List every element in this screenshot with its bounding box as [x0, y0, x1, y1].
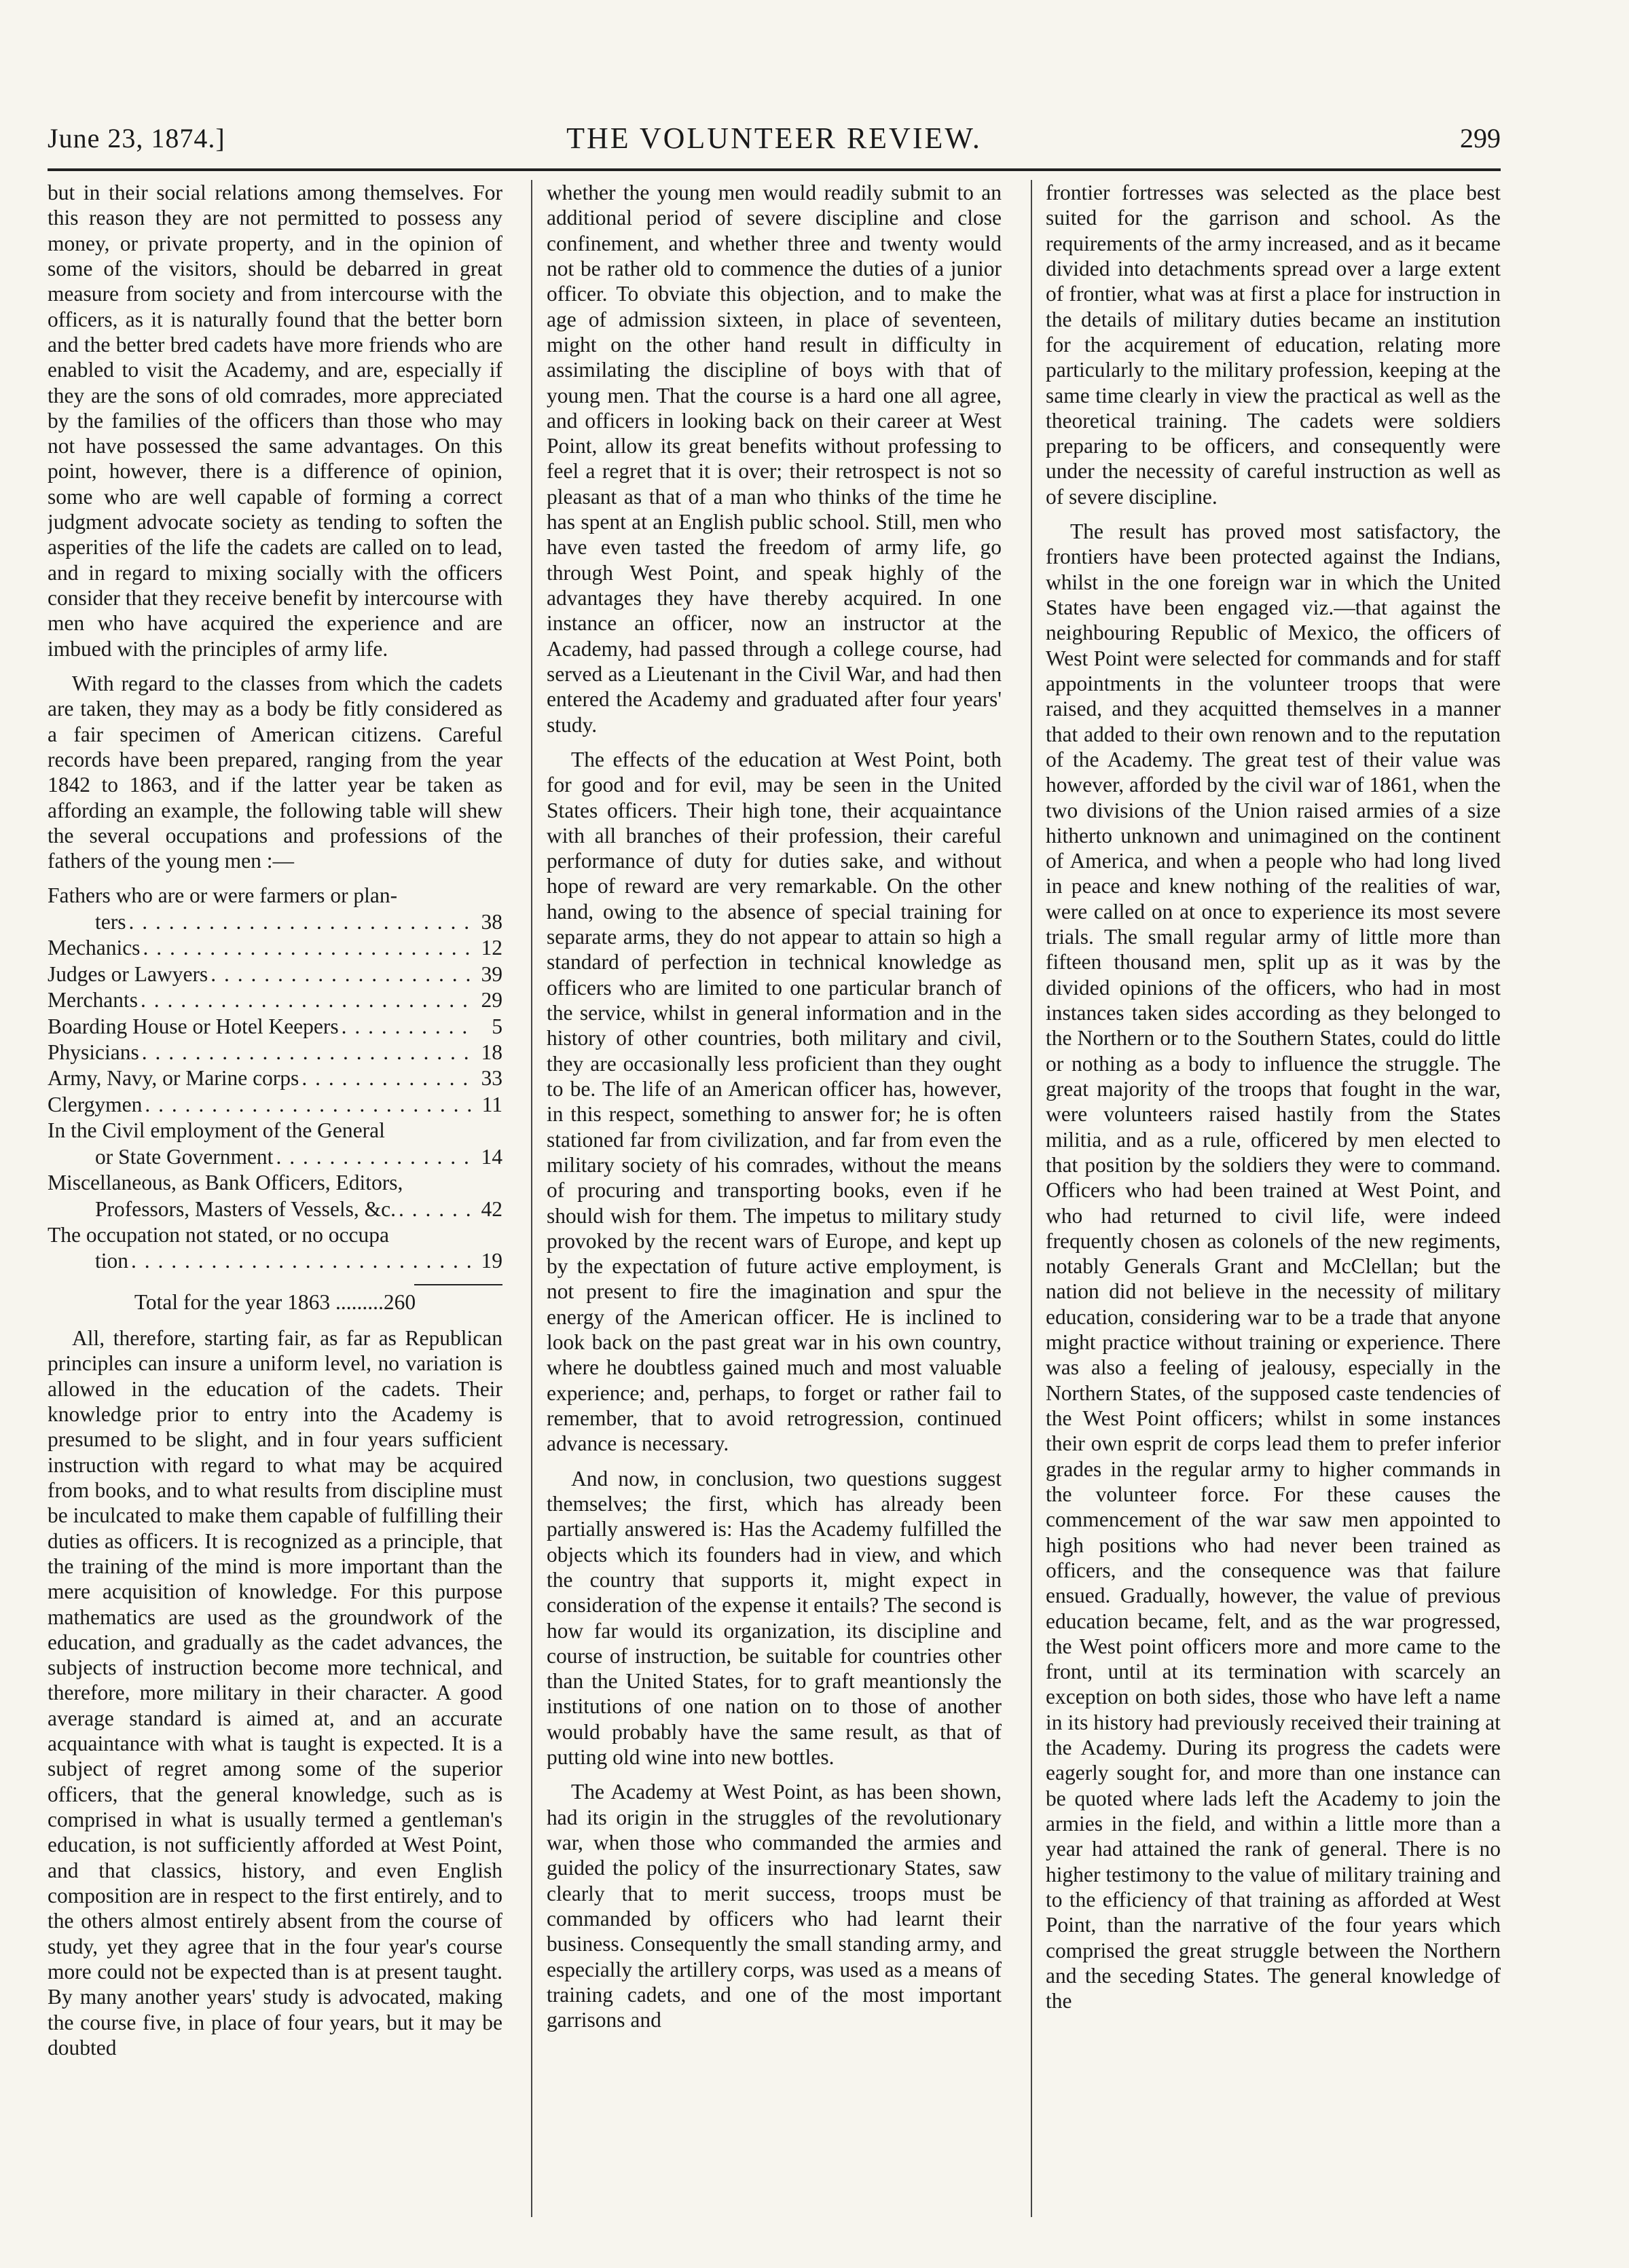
newspaper-page — [48, 102, 1501, 2241]
paragraph: frontier fortresses was selected as the place best suited for the garrison and school. As the requirements of the army increased, and as it became divided into detachments spread over a large extent of frontier, what was at first a place for instruction in the details of military duties became an institution for the acquirement of education, relating more particularly to the military profession, keeping at the same time clearly in view the practical as well as the theoretical training. The cadets were soldiers preparing to be officers, and consequently were under the necessity of careful instruction as well as of severe discipline. — [1046, 181, 1501, 509]
row-label: Merchants — [48, 988, 138, 1012]
header-rule — [48, 168, 1501, 171]
column-3 — [1046, 180, 1501, 2231]
column-divider — [531, 180, 532, 2217]
table-row — [48, 987, 502, 1013]
row-value: 42 — [481, 1196, 502, 1221]
column-divider — [1031, 180, 1032, 2217]
row-value: 11 — [481, 1092, 502, 1116]
table-row — [48, 883, 502, 935]
row-value: 18 — [481, 1040, 502, 1064]
page-number: 299 — [1460, 123, 1501, 153]
table-total: Total for the year 1863 .........260 — [134, 1290, 416, 1314]
paragraph: The effects of the education at West Point, both for good and for evil, may be seen in the United States officers. Their high tone, their acquaintance with all branches of their profession, their careful performance of duty for duties sake, and without hope of reward are very remarkable. On the other hand, owing to the absence of special training for separate arms, they do not appear to attain so high a standard of perfection in technical knowledge as officers who are limited to one particular branch of the service, whilst in general information and in the history of other countries, both military and civil, they are occasionally less proficient than they ought to be. The life of an American officer has, however, in this respect, something to answer for; he is often stationed far from civilization, and far from even the military society of his comrades, without the means of procuring and transporting books, even if he should wish for them. The impetus to military study provoked by the recent wars of Europe, and kept up by the expectation of future active employment, is not present to fire the imagination and spur the energy of the American officer. He is inclined to look back on the past great war in his own country, where he doubtless gained much and most valuable experience; and, perhaps, to forget or rather fail to remember, that to avoid retrogression, continued advance is necessary. — [547, 747, 1002, 1456]
row-label: Physicians — [48, 1040, 139, 1064]
issue-date: June 23, 1874.] — [48, 123, 225, 153]
row-label: In the Civil employment of the General — [48, 1118, 385, 1143]
table-row — [48, 1222, 502, 1275]
table-row — [48, 1118, 502, 1170]
paragraph: The Academy at West Point, as has been shown, had its origin in the struggles of the revolutionary war, when those who commanded the armies and guided the policy of the insurrectionary States, saw clearly that to merit success, troops must be commanded by officers who had learnt their business. Consequently the small standing army, and especially the artillery corps, was used as a means of training cadets, and one of the most important garrisons and — [547, 1780, 1002, 2032]
row-value: 19 — [481, 1249, 502, 1273]
paragraph: but in their social relations among themselves. For this reason they are not permitted to possess any money, or private property, and in the opinion of some of the visitors, should be debarred in great measure from society and from intercourse with the officers, as it is naturally found that the better born and the better bred cadets have more friends who are enabled to visit the Academy, and are, especially if they are the sons of old comrades, more appreciated by the families of the officers than those who may not have possessed the same advantages. On this point, however, there is a difference of opinion, some who are well capable of forming a correct judgment advocate society as tending to soften the asperities of the life the cadets are called on to lead, and in regard to mixing socially with the officers consider that they receive benefit by intercourse with men who have acquired the experience and are imbued with the principles of army life. — [48, 181, 502, 661]
row-label-cont: or State Government — [95, 1144, 274, 1169]
row-label-cont: tion — [95, 1249, 129, 1273]
occupations-table — [48, 883, 502, 1315]
row-value: 33 — [481, 1066, 502, 1091]
table-row — [48, 1065, 502, 1091]
page-header — [48, 102, 1501, 163]
paragraph: And now, in conclusion, two questions suggest themselves; the first, which has already been partially answered is: Has the Academy fulfilled the objects which its founders had in view, and which the country that supports it, might expect in consideration of the expense it entails? The second is how far would its organization, its discipline and course of instruction, be suitable for countries other than the United States, for to graft meantionsly the institutions of one nation on to those of another would probably have the same result, as that of putting old wine into new bottles. — [547, 1466, 1002, 1770]
paragraph: The result has proved most satisfactory, the frontiers have been protected against the Indians, whilst in the one foreign war in which the United States have been engaged viz.—that against the neighbouring Republic of Mexico, the officers of West Point were selected for commands and for staff appointments in the volunteer troops that were raised, and they acquitted themselves in a manner that added to their own renown and to the reputation of the Academy. The great test of their value was however, afforded by the civil war of 1861, when the two divisions of the Union raised armies of a size hitherto unknown and unimagined on the continent of America, and when a people who had long lived in peace and knew nothing of the realities of war, were called on at once to experience its most severe trials. The small regular army of little more than fifteen thousand men, split up as it was by the divided opinions of the officers, who had in most instances taken sides according as they belonged to the Northern or to the Southern States, could do little or nothing as a body to influence the struggle. The great majority of the troops that fought in the war, were volunteers raised hastily from the States militia, and as a rule, officered by men elected to that position by the soldiers they were to command. Officers who had been trained at West Point, and who had returned to civil life, were indeed frequently chosen as colonels of the new regiments, notably Generals Grant and McClellan; but the nation did not believe in the necessity of military education, considering war to be a trade that anyone might practice without training or experience. There was also a feeling of jealousy, especially in the Northern States, of the supposed caste tendencies of the West Point officers; whilst in some instances their own esprit de corps lead them to prefer inferior grades in the regular army to higher commands in the volunteer force. For these causes the commencement of the war saw men appointed to high positions who had never been trained as officers, and the consequence was that failure ensued. Gradually, however, the value of previous education became, felt, and as the war progressed, the West point officers more and more came to the front, until at its termination with scarcely an exception on both sides, those who have left a name in its history had previously received their training at the Academy. During its progress the cadets were eagerly sought for, and more than one instance can be quoted where lads left the Academy to join the armies in the field, and within a little more than a year had attained the rank of general. There is no higher testimony to the value of military training and to the efficiency of that training as afforded at West Point, than the narrative of the four years which comprised the great struggle between the Northern and the seceding States. The general knowledge of the — [1046, 519, 1501, 2013]
paragraph: With regard to the classes from which the cadets are taken, they may as a body be fitly considered as a fair specimen of American citizens. Careful records have been prepared, ranging from the year 1842 to 1863, and if the latter year be taken as affording an example, the following table will shew the several occupations and professions of the fathers of the young men :— — [48, 671, 502, 873]
table-row — [48, 962, 502, 987]
row-label: Mechanics — [48, 936, 141, 960]
table-row — [48, 935, 502, 961]
column-2 — [547, 180, 1002, 2231]
table-row — [48, 1092, 502, 1118]
row-label: Boarding House or Hotel Keepers — [48, 1014, 339, 1038]
total-rule — [414, 1284, 502, 1285]
row-value: 39 — [481, 962, 502, 986]
row-label: Fathers who are or were farmers or plan- — [48, 883, 398, 908]
table-row — [48, 1014, 502, 1040]
row-label: Clergymen — [48, 1092, 143, 1116]
paragraph: All, therefore, starting fair, as far as Republican principles can insure a uniform level, no variation is allowed in the education of the cadets. Their knowledge prior to entry into the Academy is presumed to be slight, and in four years sufficient instruction with regard to what may be acquired from books, and to what results from discipline must be inculcated to make them capable of fulfilling their duties as officers. It is recognized as a principle, that the training of the mind is more important than the mere acquisition of knowledge. For this purpose mathematics are used as the groundwork of the education, and gradually as the cadet advances, the subjects of instruction become more technical, and therefore, more military in their character. A good average standard is aimed at, and an accurate acquaintance with what is taught is expected. It is a subject of regret among some of the superior officers, that the general knowledge, such as is comprised in what is usually termed a gentleman's education, is not sufficiently afforded at West Point, and that classics, history, and even English composition are in respect to the first entirely, and to the others almost entirely absent from the course of study, yet they agree that in the four year's course more could not be expected than is at present taught. By many another years' study is advocated, making the course five, in place of four years, but it may be doubted — [48, 1326, 502, 2060]
row-label-cont: Professors, Masters of Vessels, &c. — [95, 1196, 396, 1221]
row-value: 12 — [481, 936, 502, 960]
table-row — [48, 1170, 502, 1222]
row-value: 14 — [481, 1144, 502, 1169]
row-label-cont: ters — [95, 909, 126, 934]
paragraph: whether the young men would readily submit to an additional period of severe discipline and close confinement, and whether three and twenty would not be rather old to commence the duties of a junior officer. To obviate this objection, and to make the age of admission sixteen, in place of seventeen, might on the other hand result in difficulty in assimilating the discipline of boys with that of young men. That the course is a hard one all agree, and officers in looking back on their career at West Point, allow its great benefits without professing to feel a regret that it is over; their retrospect is not so pleasant as that of a man who thinks of the time he has spent at an English public school. Still, men who have even tasted the freedom of army life, go through West Point, and speak highly of the advantages they have thereby acquired. In one instance an officer, now an instructor at the Academy, had passed through a college course, had served as a Lieutenant in the Civil War, and had then entered the Academy and graduated after four years' study. — [547, 181, 1002, 737]
row-label: Judges or Lawyers — [48, 962, 208, 986]
row-label: Army, Navy, or Marine corps — [48, 1066, 299, 1091]
row-label: Miscellaneous, as Bank Officers, Editors, — [48, 1171, 403, 1195]
column-1 — [48, 180, 502, 2231]
table-row — [48, 1040, 502, 1065]
row-label: The occupation not stated, or no occupa — [48, 1222, 389, 1247]
row-value: 5 — [492, 1014, 502, 1038]
row-value: 29 — [481, 988, 502, 1012]
row-value: 38 — [481, 909, 502, 934]
masthead-title: THE VOLUNTEER REVIEW. — [566, 122, 982, 155]
